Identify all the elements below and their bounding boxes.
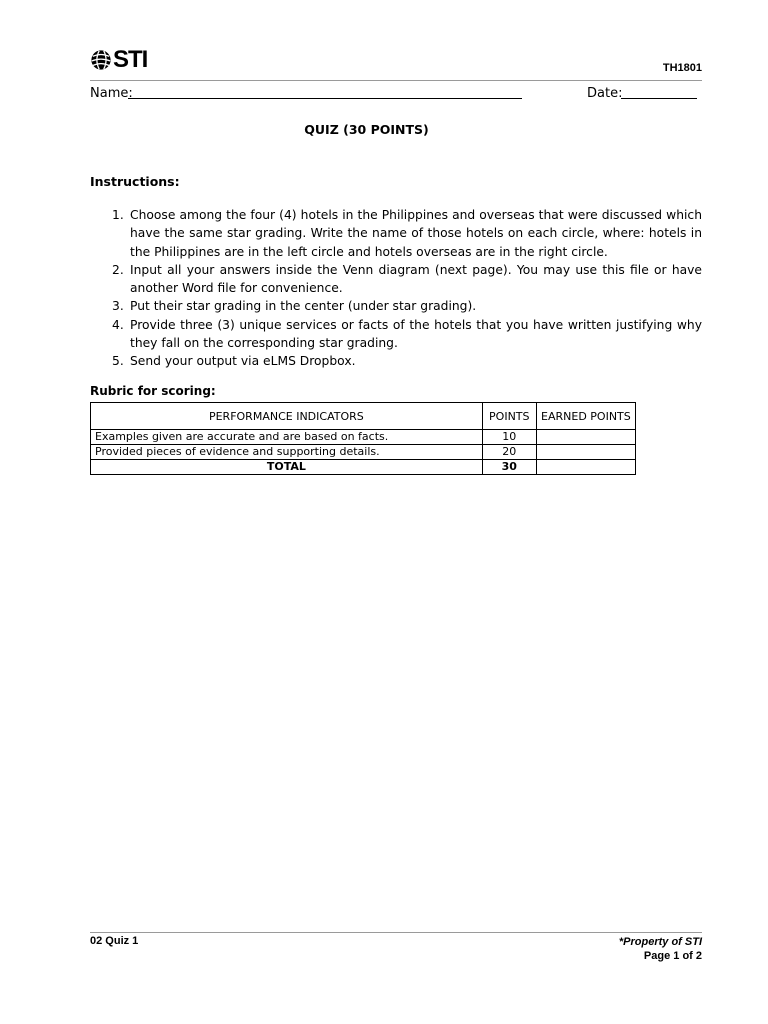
quiz-title: QUIZ (30 POINTS): [304, 122, 429, 137]
points-cell: 10: [482, 430, 536, 445]
list-item: 4. Provide three (3) unique services or facts of the hotels that you have written justifying why they fall on the corresponding star grading.: [112, 317, 702, 351]
column-header-points: POINTS: [482, 403, 536, 430]
indicator-cell: Examples given are accurate and are based on facts.: [91, 430, 483, 445]
total-label: TOTAL: [91, 460, 483, 475]
name-blank-line[interactable]: [128, 98, 522, 99]
logo-text: STI: [113, 46, 148, 73]
total-points: 30: [482, 460, 536, 475]
sti-logo: [90, 45, 147, 75]
footer-right: [619, 935, 702, 963]
points-cell: 20: [482, 445, 536, 460]
date-label: Date:: [587, 86, 623, 101]
list-item: 2. Input all your answers inside the Venn diagram (next page). You may use this file or have another Word file for convenience.: [112, 262, 702, 296]
globe-icon: [90, 47, 112, 73]
indicator-cell: Provided pieces of evidence and supporting details.: [91, 445, 483, 460]
footer-divider: [90, 932, 702, 933]
list-item: 3. Put their star grading in the center (under star grading).: [112, 299, 477, 314]
date-blank-line[interactable]: [621, 98, 697, 99]
footer-quiz-label: 02 Quiz 1: [90, 935, 139, 947]
list-item: 5. Send your output via eLMS Dropbox.: [112, 354, 356, 369]
document-code: TH1801: [662, 62, 702, 74]
earned-points-cell[interactable]: [536, 430, 635, 445]
total-row: [91, 460, 636, 475]
earned-points-cell[interactable]: [536, 445, 635, 460]
total-earned-cell[interactable]: [536, 460, 635, 475]
column-header-earned: EARNED POINTS: [536, 403, 635, 430]
property-notice: *Property of STI: [618, 936, 702, 948]
rubric-table: [90, 402, 636, 475]
instructions-heading: Instructions:: [90, 174, 180, 189]
instructions-list: [112, 206, 702, 371]
table-header-row: [91, 403, 636, 430]
table-row: [91, 430, 636, 445]
list-item: 1. Choose among the four (4) hotels in the Philippines and overseas that were discussed which have the same star grading. Write the name of those hotels on each circle, where: hotels in the Philippines are in the left circle and hotels overseas are in the right circle.: [112, 208, 702, 259]
header-divider: [90, 80, 702, 81]
rubric-heading: Rubric for scoring:: [90, 384, 216, 398]
column-header-indicators: PERFORMANCE INDICATORS: [91, 403, 483, 430]
page-number: Page 1 of 2: [643, 950, 702, 962]
name-label: Name:: [90, 86, 133, 101]
table-row: [91, 445, 636, 460]
